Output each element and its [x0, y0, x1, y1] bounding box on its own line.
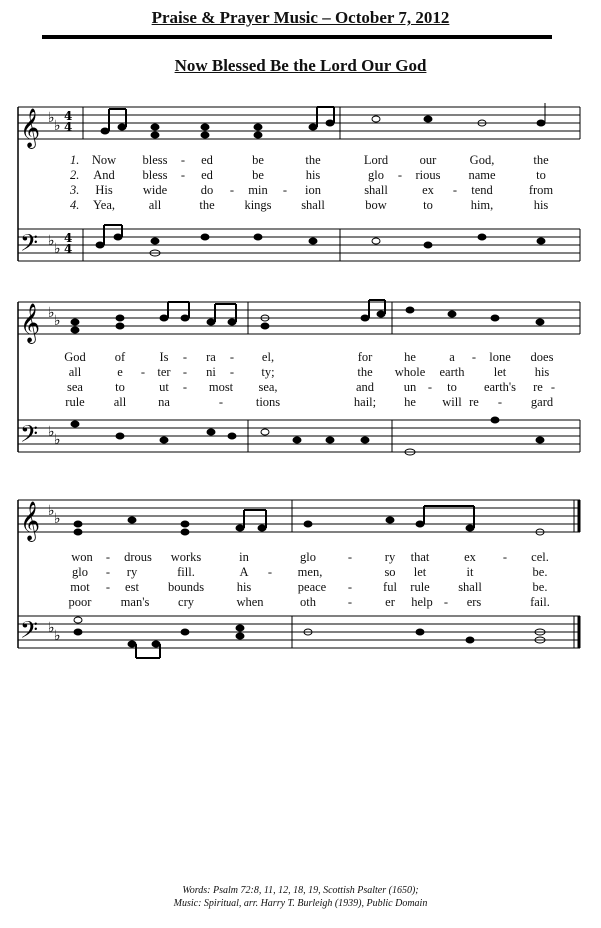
- lyric: rule: [65, 395, 85, 409]
- lyric: A: [239, 565, 249, 579]
- svg-text:♭: ♭: [48, 424, 55, 440]
- lyric: er: [385, 595, 395, 609]
- svg-text:𝄞: 𝄞: [20, 108, 41, 148]
- lyric: God,: [469, 153, 495, 167]
- verse-number: 1.: [70, 153, 80, 167]
- lyric: name: [468, 168, 496, 182]
- lyric: help: [411, 595, 433, 609]
- hymn-title: Now Blessed Be the Lord Our God: [174, 56, 427, 75]
- lyric: -: [180, 168, 186, 182]
- lyric: bless: [142, 153, 168, 167]
- lyric: his: [534, 365, 550, 379]
- lyric: drous: [124, 550, 152, 564]
- svg-text:4: 4: [64, 120, 73, 134]
- lyric: shall: [458, 580, 482, 594]
- verse-line-3: [0, 380, 601, 395]
- lyric: his: [305, 168, 321, 182]
- lyric: it: [466, 565, 474, 579]
- lyric: -: [347, 550, 353, 564]
- lyric: mot: [70, 580, 90, 594]
- lyric: -: [497, 395, 503, 409]
- lyric: men,: [297, 565, 323, 579]
- treble-staff: [18, 107, 580, 139]
- verse-line-3: [0, 580, 601, 595]
- lyric: his: [533, 198, 549, 212]
- lyric: that: [410, 550, 430, 564]
- lyric: in: [239, 550, 249, 564]
- lyric: cry: [178, 595, 194, 609]
- svg-text:♭: ♭: [48, 503, 55, 519]
- lyric: ry: [384, 550, 396, 564]
- lyric: -: [452, 183, 458, 197]
- lyric: ry: [126, 565, 138, 579]
- lyric: ex: [422, 183, 434, 197]
- lyric: Lord: [363, 153, 389, 167]
- lyric: And: [93, 168, 115, 182]
- svg-text:𝄢: 𝄢: [20, 229, 39, 262]
- lyric: -: [427, 380, 433, 394]
- lyric: -: [443, 595, 449, 609]
- lyric: glo: [72, 565, 88, 579]
- lyric: won: [71, 550, 93, 564]
- lyric: min: [248, 183, 268, 197]
- lyric: glo: [368, 168, 384, 182]
- lyric: to: [115, 380, 125, 394]
- lyric: our: [419, 153, 437, 167]
- lyric: so: [384, 565, 396, 579]
- lyric: a: [449, 350, 455, 364]
- lyric: ful: [383, 580, 397, 594]
- lyric: rule: [410, 580, 430, 594]
- lyric: earth's: [483, 380, 517, 394]
- music-credit: Music: Spiritual, arr. Harry T. Burleigh (1939), Public Domain: [173, 898, 428, 909]
- verse-line-2: [0, 168, 601, 183]
- svg-text:♭: ♭: [48, 110, 55, 126]
- lyric: he: [404, 395, 416, 409]
- lyric: -: [140, 365, 146, 379]
- svg-text:4: 4: [64, 231, 73, 245]
- lyric: -: [105, 580, 111, 594]
- lyric: when: [236, 595, 264, 609]
- lyric: do: [200, 183, 214, 197]
- svg-text:𝄞: 𝄞: [20, 501, 41, 541]
- lyric: gard: [530, 395, 554, 409]
- lyric: all: [68, 365, 82, 379]
- lyric: -: [182, 350, 188, 364]
- lyric: the: [199, 198, 215, 212]
- verse-line-3: [0, 183, 601, 198]
- svg-text:♭: ♭: [48, 620, 55, 636]
- lyric: Yea,: [93, 198, 115, 212]
- lyric: from: [528, 183, 554, 197]
- lyric: fail.: [530, 595, 550, 609]
- lyric: be.: [532, 580, 548, 594]
- svg-text:𝄢: 𝄢: [20, 420, 39, 453]
- svg-text:4: 4: [64, 242, 73, 256]
- lyric: un: [403, 380, 417, 394]
- verse-line-2: [0, 365, 601, 380]
- lyric: ers: [466, 595, 482, 609]
- lyric: and: [355, 380, 375, 394]
- verse-line-4: [0, 198, 601, 213]
- svg-text:𝄞: 𝄞: [20, 303, 41, 343]
- svg-text:4: 4: [64, 109, 73, 123]
- lyric: kings: [244, 198, 272, 212]
- lyric: -: [502, 550, 508, 564]
- lyric: re: [469, 395, 479, 409]
- lyric: shall: [364, 183, 388, 197]
- hymn-credits: [0, 884, 601, 910]
- lyric: -: [229, 365, 235, 379]
- svg-text:♭: ♭: [54, 241, 61, 257]
- verse-number: 3.: [70, 183, 80, 197]
- music-system-3: [0, 488, 601, 673]
- verse-line-4: [0, 395, 601, 410]
- lyric: -: [105, 550, 111, 564]
- lyric: hail;: [353, 395, 377, 409]
- lyric: ion: [305, 183, 321, 197]
- lyric: be: [252, 168, 264, 182]
- lyric: -: [180, 153, 186, 167]
- lyric: ty;: [261, 365, 275, 379]
- lyric: bounds: [167, 580, 205, 594]
- lyric: -: [347, 595, 353, 609]
- lyric: re: [533, 380, 543, 394]
- lyric: glo: [300, 550, 316, 564]
- svg-text:♭: ♭: [54, 511, 61, 527]
- lyric: -: [550, 380, 556, 394]
- lyric: ex: [464, 550, 476, 564]
- lyric: ut: [159, 380, 169, 394]
- lyric: man's: [120, 595, 150, 609]
- lyric: whole: [394, 365, 426, 379]
- verse-line-4: [0, 595, 601, 610]
- lyric: peace: [297, 580, 327, 594]
- lyric: the: [533, 153, 549, 167]
- lyric: to: [536, 168, 546, 182]
- lyric: el,: [261, 350, 275, 364]
- lyric: Now: [91, 153, 117, 167]
- lyric: shall: [301, 198, 325, 212]
- svg-text:♭: ♭: [54, 118, 61, 134]
- lyric: sea: [67, 380, 83, 394]
- lyric: for: [357, 350, 373, 364]
- svg-text:♭: ♭: [54, 432, 61, 448]
- lyric: -: [182, 365, 188, 379]
- lyric: na: [158, 395, 170, 409]
- lyric: tions: [255, 395, 281, 409]
- lyric: est: [125, 580, 139, 594]
- lyric: ter: [157, 365, 171, 379]
- lyric: -: [282, 183, 288, 197]
- lyric: all: [148, 198, 162, 212]
- lyric: all: [113, 395, 127, 409]
- words-credit: Words: Psalm 72:8, 11, 12, 18, 19, Scottish Psalter (1650);: [182, 885, 419, 896]
- lyric: the: [357, 365, 373, 379]
- lyric: ed: [201, 153, 213, 167]
- lyric: -: [218, 395, 224, 409]
- lyric: -: [471, 350, 477, 364]
- lyric: -: [397, 168, 403, 182]
- lyric: him,: [470, 198, 494, 212]
- lyric: -: [105, 565, 111, 579]
- lyric: -: [182, 380, 188, 394]
- verse-number: 4.: [70, 198, 80, 212]
- lyric: wide: [142, 183, 168, 197]
- lyric: sea,: [258, 380, 278, 394]
- lyric: -: [229, 350, 235, 364]
- verse-line-2: [0, 565, 601, 580]
- lyric: fill.: [177, 565, 195, 579]
- lyric: God: [64, 350, 86, 364]
- lyric: the: [305, 153, 321, 167]
- lyric: -: [229, 183, 235, 197]
- lyric: -: [347, 580, 353, 594]
- lyric: most: [208, 380, 234, 394]
- lyric: earth: [439, 365, 465, 379]
- lyric: Is: [159, 350, 169, 364]
- lyric: be.: [532, 565, 548, 579]
- lyric: does: [530, 350, 554, 364]
- lyric: works: [170, 550, 202, 564]
- lyric: bow: [365, 198, 387, 212]
- verse-line-1: [0, 350, 601, 365]
- lyric: let: [493, 365, 507, 379]
- header-rule: [42, 35, 552, 39]
- lyric: tend: [471, 183, 493, 197]
- svg-text:♭: ♭: [54, 313, 61, 329]
- lyric: to: [447, 380, 457, 394]
- lyric: his: [236, 580, 252, 594]
- lyric: e: [117, 365, 123, 379]
- lyric: ed: [201, 168, 213, 182]
- lyric: be: [252, 153, 264, 167]
- lyric: ra: [206, 350, 216, 364]
- lyric: cel.: [531, 550, 549, 564]
- lyric: oth: [300, 595, 316, 609]
- svg-text:♭: ♭: [48, 305, 55, 321]
- page-header: Praise & Prayer Music – October 7, 2012: [151, 8, 450, 27]
- lyric: bless: [142, 168, 168, 182]
- lyric: poor: [68, 595, 92, 609]
- lyric: he: [404, 350, 416, 364]
- lyric: to: [423, 198, 433, 212]
- lyric: His: [95, 183, 113, 197]
- lyric: -: [267, 565, 273, 579]
- svg-text:♭: ♭: [48, 233, 55, 249]
- verse-line-1: [0, 153, 601, 168]
- verse-line-1: [0, 550, 601, 565]
- lyric: will: [442, 395, 462, 409]
- lyric: of: [114, 350, 126, 364]
- lyric: ni: [206, 365, 216, 379]
- music-system-1: [0, 95, 601, 285]
- lyric: let: [413, 565, 427, 579]
- lyric: rious: [415, 168, 441, 182]
- lyric: lone: [489, 350, 511, 364]
- svg-text:♭: ♭: [54, 628, 61, 644]
- music-system-2: [0, 290, 601, 475]
- svg-text:𝄢: 𝄢: [20, 616, 39, 649]
- verse-number: 2.: [70, 168, 80, 182]
